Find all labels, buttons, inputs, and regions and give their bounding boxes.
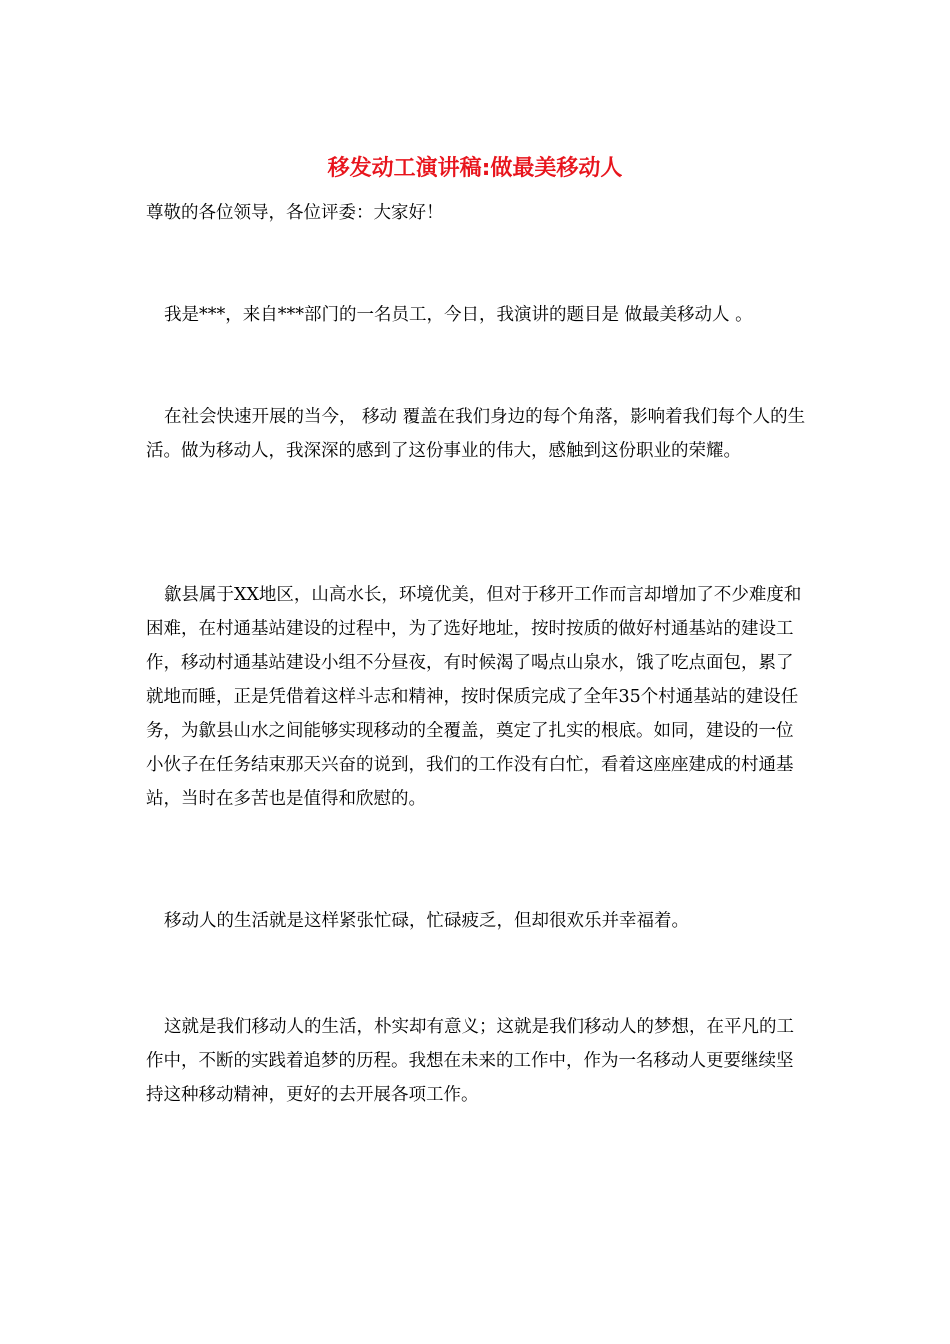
body-paragraph: 在社会快速开展的当今， 移动 覆盖在我们身边的每个角落，影响着我们每个人的生活。做为移动人，我深深的感到了这份事业的伟大，感触到这份职业的荣耀。 [146, 407, 806, 461]
body-paragraph: 移动人的生活就是这样紧张忙碌，忙碌疲乏，但却很欢乐并幸福着。 [164, 911, 689, 931]
body-paragraph: 这就是我们移动人的生活，朴实却有意义；这就是我们移动人的梦想，在平凡的工作中，不断的实践着追梦的历程。我想在未来的工作中，作为一名移动人更要继续坚持这种移动精神，更好的去开展各项工作。 [146, 1017, 794, 1105]
body-paragraph: 歙县属于XX地区，山高水长，环境优美，但对于移开工作而言却增加了不少难度和困难，在村通基站建设的过程中，为了选好地址，按时按质的做好村通基站的建设工作，移动村通基站建设小组不分昼夜，有时候渴了喝点山泉水，饿了吃点面包，累了就地而睡，正是凭借着这样斗志和精神，按时保质完成了全年35个村通基站的建设任务，为歙县山水之间能够实现移动的全覆盖，奠定了扎实的根底。如同，建设的一位小伙子在任务结束那天兴奋的说到，我们的工作没有白忙，看着这座座建成的村通基站，当时在多苦也是值得和欣慰的。 [146, 585, 802, 809]
intro-paragraph: 我是***，来自***部门的一名员工，今日，我演讲的题目是 做最美移动人 。 [164, 305, 753, 325]
greeting-paragraph: 尊敬的各位领导，各位评委：大家好！ [146, 203, 444, 223]
document-title: 移发动工演讲稿:做最美移动人 [327, 156, 623, 181]
